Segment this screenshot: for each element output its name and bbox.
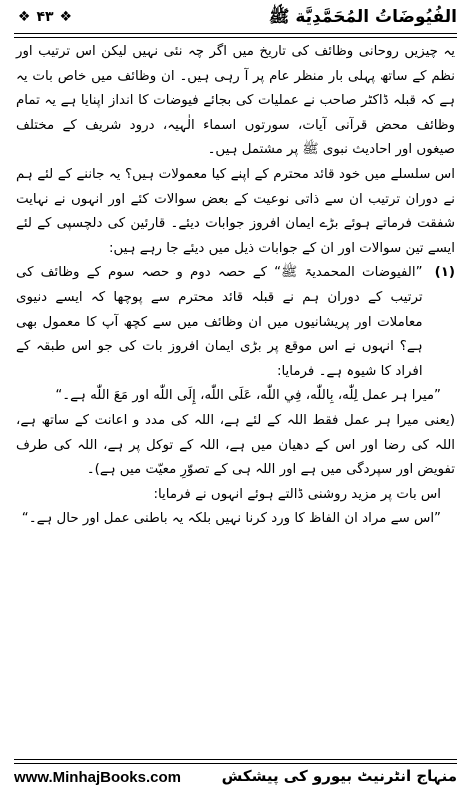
- quotation: ”میرا ہر عمل لِلّٰه، بِاللّٰه، فِي اللّٰه، عَلَى اللّٰه، إِلَى اللّٰه اور مَعَ اللّٰه ہے۔“: [55, 388, 441, 404]
- item-text: ”الفیوضات المحمدیۃ ﷺ“ کے حصہ دوم و حصہ سوم کے وظائف کی ترتیب کے دوران ہم نے قبلہ قائد محترم سے پوچھا کہ ایسے دنیوی معاملات اور پریشانیوں میں ان وظائف میں سے کچھ آپ کا معمول بھی ہے؟ انہوں نے اس موقع پر بڑی ایمان افروز بات کی جو اس طبقہ کے افراد کا شیوہ ہے۔ فرمایا:: [16, 265, 423, 379]
- website-link[interactable]: www.MinhajBooks.com: [14, 769, 181, 786]
- paragraph: (یعنی میرا ہر عمل فقط اللہ کے لئے ہے، اللہ کی مدد و اعانت کے ساتھ ہے، اللہ کی رضا اور اس کے دھیان میں ہے، اللہ کے توکل پر ہے، اللہ کی طرف تفویض اور سپردگی میں ہے اور اللہ ہی کے تصوّرِ معیّت میں ہے)۔: [16, 412, 455, 478]
- page-number: ۴۳: [36, 9, 54, 25]
- quotation: ”اس سے مراد ان الفاظ کا ورد کرنا نہیں بلکہ یہ باطنی عمل اور حال ہے۔“: [21, 511, 441, 527]
- page-header: [14, 4, 457, 32]
- ornament-icon: ❖: [17, 9, 31, 25]
- ornament-icon: ❖: [59, 9, 73, 25]
- footer-divider: [14, 759, 457, 764]
- item-number: (۱): [434, 265, 455, 281]
- page-footer: [14, 766, 457, 792]
- header-divider: [14, 33, 457, 38]
- book-title: الفُيُوضَاتُ المُحَمَّدِيَّة ﷺ: [268, 7, 457, 27]
- publisher-credit: منہاج انٹرنیٹ بیورو کی پیشکش: [221, 767, 457, 785]
- page-body: [16, 40, 455, 532]
- paragraph: اس بات پر مزید روشنی ڈالتے ہوئے انہوں نے فرمایا:: [153, 486, 441, 502]
- numbered-item: [16, 261, 455, 384]
- page-number-box: [14, 7, 76, 27]
- paragraph: یہ چیزیں روحانی وظائف کی تاریخ میں اگر چہ نئی نہیں لیکن اس ترتیب اور نظم کے ساتھ پہلی بار منظر عام پر آ رہی ہیں۔ ان وظائف میں خاص بات یہ ہے کہ قبلہ ڈاکٹر صاحب نے عملیات کی بجائے فیوضات کا انداز اپنایا ہے یہ تمام وظائف محض قرآنی آیات، سورتوں اسماء الٰہیہ، درود شریف کے مختلف صیغوں اور احادیث نبوی ﷺ پر مشتمل ہیں۔: [16, 44, 455, 158]
- paragraph: اس سلسلے میں خود قائد محترم کے اپنے کیا معمولات ہیں؟ یہ جاننے کے لئے ہم نے دوران ترتیب ان سے ذاتی نوعیت کے بعض سوالات کئے اور انہوں نے نہایت شفقت فرماتے ہوئے بڑے ایمان افروز جوابات دیئے۔ قارئین کی دلچسپی کے لئے ایسے تین سوالات اور ان کے جوابات ذیل میں دیئے جا رہے ہیں:: [16, 166, 455, 256]
